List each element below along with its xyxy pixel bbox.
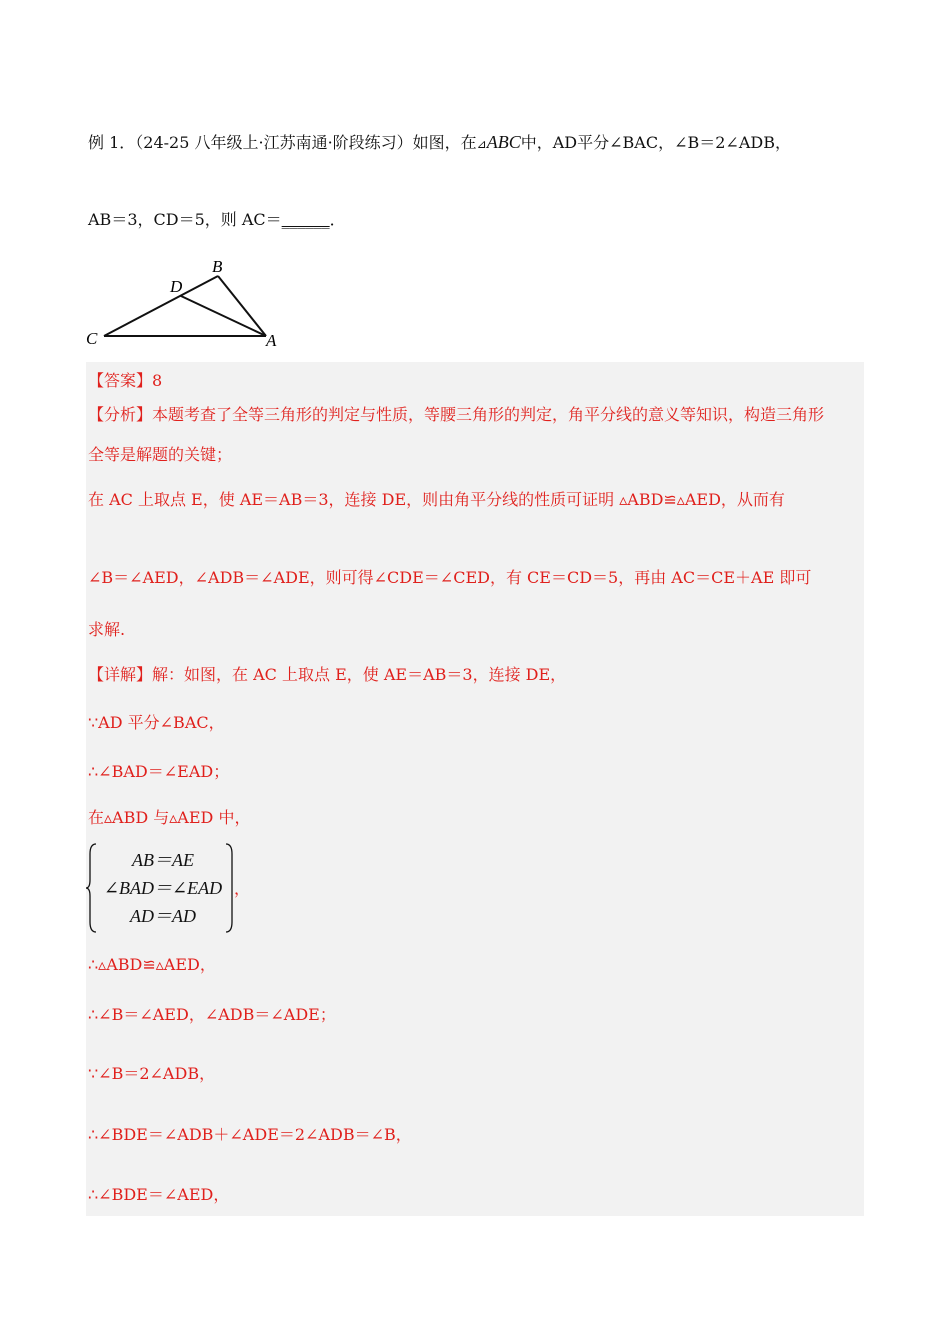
detail-line-9: ∴∠BDE＝∠AED， [88, 1185, 230, 1204]
congruence-system [86, 840, 251, 936]
question-end: ． [329, 210, 346, 229]
system-eq-2: ∠BAD＝∠EAD [103, 878, 223, 898]
analysis-text-1: 本题考查了全等三角形的判定与性质，等腰三角形的判定，角平分线的意义等知识，构造三角形 [152, 405, 825, 424]
answer-blank: ______ [281, 210, 330, 229]
analysis-line-1 [88, 402, 824, 425]
question-line2: AB＝3，CD＝5，则 AC＝ [88, 210, 282, 229]
label-d: D [170, 277, 183, 296]
detail-label: 【详解】 [88, 665, 153, 684]
triangle-icon: ⊿ [476, 137, 487, 151]
answer-label: 【答案】 [88, 371, 153, 390]
question-line1-rest: 中，AD平分∠BAC，∠B＝2∠ADB， [520, 133, 791, 152]
question-line-2 [88, 207, 346, 230]
detail-line-2: ∵AD 平分∠BAC， [88, 713, 225, 732]
label-c: C [86, 329, 98, 348]
system-eq-3: AD＝AD [130, 906, 196, 926]
detail-line-5: ∴▵ABD≌▵AED， [88, 955, 216, 974]
system-comma: ， [234, 879, 251, 898]
label-b: B [212, 257, 223, 276]
label-a: A [266, 331, 277, 350]
question-prefix: 例 1．（24-25 八年级上·江苏南通·阶段练习）如图，在 [88, 133, 477, 152]
detail-line-6: ∴∠B＝∠AED，∠ADB＝∠ADE； [88, 1005, 336, 1024]
detail-line-1 [88, 662, 566, 685]
analysis-line-2: 全等是解题的关键； [88, 445, 233, 464]
triangle-figure [84, 254, 294, 354]
analysis-line-4: ∠B＝∠AED，∠ADB＝∠ADE，则可得∠CDE＝∠CED，有 CE＝CD＝5，再由 AC＝CE＋AE 即可 [88, 568, 812, 587]
triangle-abc: ABC [486, 132, 521, 152]
detail-line-8: ∴∠BDE＝∠ADB＋∠ADE＝2∠ADB＝∠B， [88, 1125, 412, 1144]
analysis-line-5: 求解. [88, 620, 126, 639]
detail-line-3: ∴∠BAD＝∠EAD； [88, 762, 230, 781]
answer-value: 8 [152, 371, 163, 390]
question-line-1 [88, 130, 791, 153]
segment-da [181, 296, 266, 336]
detail-text-1: 解：如图，在 AC 上取点 E，使 AE＝AB＝3，连接 DE， [152, 665, 567, 684]
segment-ba [218, 276, 266, 336]
detail-line-4: 在▵ABD 与▵AED 中， [88, 808, 251, 827]
analysis-label: 【分析】 [88, 405, 153, 424]
system-eq-1: AB＝AE [132, 850, 194, 870]
answer-line [88, 368, 162, 391]
solution-panel [86, 362, 864, 1216]
analysis-line-3: 在 AC 上取点 E，使 AE＝AB＝3，连接 DE，则由角平分线的性质可证明 ▵ABD≌▵AED，从而有 [88, 490, 785, 509]
detail-line-7: ∵∠B＝2∠ADB， [88, 1064, 216, 1083]
